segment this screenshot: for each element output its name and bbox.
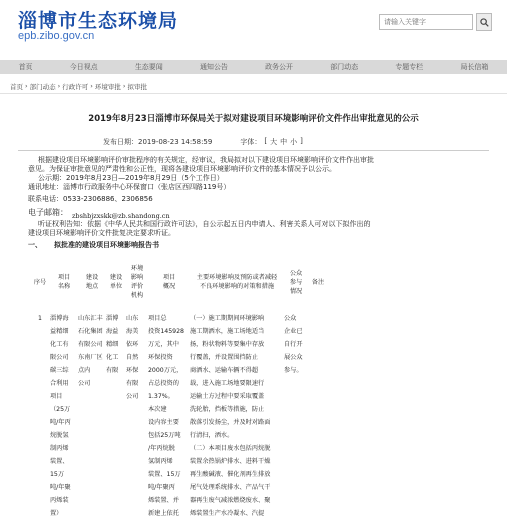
font-size-label: 字体： <box>240 138 262 146</box>
cell-line: 器再生废气减浓燃烧废水、聚 <box>190 497 271 504</box>
cell-line: 有限 <box>106 367 119 374</box>
nav-item[interactable]: 首页 <box>18 63 33 71</box>
divider <box>0 93 507 94</box>
nav-item[interactable]: 通知公告 <box>199 63 228 71</box>
cell-remark <box>308 312 328 520</box>
cell-line: 吨/年聚 <box>50 484 71 491</box>
nav-item[interactable]: 专题专栏 <box>395 63 424 71</box>
cell-line: 公众 <box>284 315 297 322</box>
breadcrumb-item[interactable]: 拟审批 <box>127 83 147 91</box>
font-medium-button[interactable]: 中 <box>280 138 288 146</box>
th-feedback: 公众 参与 情况 <box>289 269 303 295</box>
search-input[interactable] <box>379 14 473 30</box>
cell-line: 2000万元， <box>148 367 183 374</box>
site-header <box>0 0 507 56</box>
cell-line: /年丙烷脱 <box>148 445 175 452</box>
cell-line: 公司 <box>78 380 91 387</box>
cell-line: 限公司 <box>50 354 69 361</box>
cell-overview <box>148 312 190 520</box>
cell-line: 公司 <box>126 393 139 400</box>
cell-line: 散落引发扬尘，并及时对路面 <box>190 419 271 426</box>
cell-line: 吨/年聚丙 <box>148 484 175 491</box>
cell-line: 项目总 <box>148 315 167 322</box>
cell-line: 置） <box>50 510 63 517</box>
cell-line: 益精细 <box>50 328 69 335</box>
cell-line: 东南厂区 <box>78 354 103 361</box>
section-title: 拟批准的建设项目环境影响报告书 <box>54 241 159 249</box>
cell-line: （二）本项目废水包括丙烷脱 <box>190 445 271 452</box>
cell-line: 碳三综 <box>50 367 69 374</box>
cell-line: 参与。 <box>284 367 303 374</box>
cell-line: 设内容主要 <box>148 419 179 426</box>
breadcrumb-separator: › <box>122 82 126 90</box>
cell-line: 烯装置生产水冷凝水、汽提 <box>190 510 265 517</box>
th-no: 序号 <box>33 278 47 286</box>
cell-line: 吨/年丙 <box>50 419 71 426</box>
body-paragraph: 联系电话：0533-2306886、2306856 <box>28 195 153 203</box>
cell-line: 企业已 <box>284 328 303 335</box>
site-url: epb.zibo.gov.cn <box>18 30 95 42</box>
article-meta <box>103 137 303 147</box>
cell-line: 15万 <box>50 471 65 478</box>
cell-line: 海益 <box>106 328 119 335</box>
th-unit: 建设 地点 <box>85 274 99 290</box>
body-paragraph: 通讯地址：淄博市行政服务中心环保窗口（张店区西四路119号） <box>28 183 231 191</box>
cell-line: （25万 <box>50 406 71 413</box>
nav-item[interactable]: 生态要闻 <box>134 63 163 71</box>
font-size-control <box>240 137 302 147</box>
cell-no <box>30 312 50 520</box>
publish-date: 发布日期：2019-08-23 14:58:59 <box>103 138 213 146</box>
cell-line: 洗轮胎，挡板等措施，防止 <box>190 406 265 413</box>
cell-line: 点内 <box>78 367 91 374</box>
cell-line: （一）施工期期间环境影响 <box>190 315 265 322</box>
cell-line: 再生酸碱液、催化剂再生排放 <box>190 471 271 478</box>
th-agency: 环境 影响 评价 机构 <box>130 265 144 299</box>
title-divider <box>18 150 489 151</box>
font-small-button[interactable]: 小 <box>290 138 298 146</box>
cell-line: 行覆盖，并设置围挡防止 <box>190 354 259 361</box>
cell-line: 装置、 <box>50 458 69 465</box>
cell-line: 依环 <box>126 341 139 348</box>
nav-item[interactable]: 局长信箱 <box>460 63 489 71</box>
projects-table-wrap <box>30 252 500 517</box>
breadcrumb <box>10 82 147 91</box>
body-paragraph: 意见。为保证审批意见的严肃性和公正性，现将各建设项目环境影响评价文件的基本情况予以公示。 <box>28 165 336 173</box>
cell-line: 海美 <box>126 328 139 335</box>
search-icon <box>480 18 489 27</box>
cell-line: 投资145928 <box>148 328 184 335</box>
cell-line: 环保 <box>126 367 139 374</box>
breadcrumb-separator: › <box>90 82 93 90</box>
cell-line: 石化集团 <box>78 328 103 335</box>
bracket-open: [ <box>264 137 268 145</box>
cell-line: 山东汇丰 <box>78 315 103 322</box>
th-name: 项目 名称 <box>57 274 71 290</box>
cell-line: 自然 <box>126 354 139 361</box>
breadcrumb-item[interactable]: 行政许可 <box>62 83 89 91</box>
cell-line: 合利用 <box>50 380 69 387</box>
th-measures: 主要环境影响及预防或者减轻 不良环境影响的对策和措施 <box>196 274 278 290</box>
body-paragraph: 建设项目环境影响评价文件批复决定要求听证。 <box>28 229 175 237</box>
cell-line: 烯装置、并 <box>148 497 179 504</box>
cell-line: 环保投资 <box>148 354 173 361</box>
nav-item[interactable]: 政务公开 <box>265 63 294 71</box>
cell-line: 运输土方过程中要采取覆盖 <box>190 393 265 400</box>
th-remark: 备注 <box>311 278 325 286</box>
site-title[interactable]: 淄博市生态环境局 <box>18 10 179 32</box>
table-header-row <box>30 252 328 312</box>
main-nav <box>0 60 507 74</box>
email-link[interactable]: zbshbjzxskk@zb.shandong.cn <box>72 212 170 220</box>
cell-line: 氢制丙烯 <box>148 458 173 465</box>
cell-line: 烷脱氢 <box>50 432 69 439</box>
cell-line: 自行开 <box>284 341 303 348</box>
nav-item[interactable]: 今日视点 <box>69 63 98 71</box>
cell-line: 山东 <box>126 315 139 322</box>
cell-line: 1 <box>38 315 42 322</box>
breadcrumb-item[interactable]: 首页 <box>10 83 23 91</box>
th-overview: 项目 概况 <box>162 274 176 290</box>
bracket-close: ] <box>300 137 303 145</box>
cell-unit <box>78 312 106 520</box>
cell-agency <box>126 312 148 520</box>
cell-line: 载，进入施工场地要限速行 <box>190 380 265 387</box>
cell-line: 行清扫，洒水。 <box>190 432 234 439</box>
nav-item[interactable]: 部门动态 <box>330 63 359 71</box>
cell-line: 装置、15万 <box>148 471 181 478</box>
cell-line: 尾气处理系统排水、产品气干 <box>190 484 271 491</box>
cell-line: 化工有 <box>50 341 69 348</box>
projects-table <box>30 252 328 520</box>
breadcrumb-item[interactable]: 部门动态 <box>29 83 56 91</box>
cell-name <box>50 312 78 520</box>
breadcrumb-item[interactable]: 环境审批 <box>94 83 121 91</box>
cell-line: 有限公司 <box>78 341 103 348</box>
cell-line: 化工 <box>106 354 119 361</box>
cell-line: 包括25万吨 <box>148 432 181 439</box>
cell-line: 万元，其中 <box>148 341 179 348</box>
th-loc: 建设 单位 <box>109 274 123 290</box>
search-button[interactable] <box>476 13 492 31</box>
cell-line: 1.37%。 <box>148 393 174 400</box>
section-number: 一、 <box>28 241 42 249</box>
cell-loc <box>106 312 126 520</box>
cell-line: 装置余热锅炉排水、进料干燥 <box>190 458 271 465</box>
body-paragraph: 听证权利告知：依据《中华人民共和国行政许可法》，自公示起五日内申请人、利害关系人可对以下拟作出的 <box>38 220 371 228</box>
breadcrumb-separator: › <box>25 82 28 90</box>
cell-line: 占总投资的 <box>148 380 179 387</box>
cell-line: 制丙烯 <box>50 445 69 452</box>
table-row <box>30 312 328 520</box>
cell-line: 有限 <box>126 380 139 387</box>
body-paragraph: 电子邮箱： <box>28 208 68 217</box>
cell-measures <box>190 312 284 520</box>
article-title: 2019年8月23日淄博市环保局关于拟对建设项目环境影响评价文件作出审批意见的公示 <box>88 114 419 124</box>
cell-line: 本次建 <box>148 406 167 413</box>
cell-line: 施工期洒水，施工场地适当 <box>190 328 265 335</box>
cell-line: 新建上依托 <box>148 510 179 517</box>
cell-line: 展公众 <box>284 354 303 361</box>
breadcrumb-separator: › <box>57 82 61 90</box>
cell-feedback <box>284 312 308 520</box>
body-paragraph: 公示期：2019年8月23日—2019年8月29日（5个工作日） <box>38 174 224 182</box>
cell-line: 淄博海 <box>50 315 69 322</box>
body-paragraph: 根据建设项目环境影响评价审批程序的有关规定，经审议，我局拟对以下建设项目环境影响评价文件作出审批 <box>38 156 374 164</box>
cell-line: 扬，粉状物料等要集中存放 <box>190 341 265 348</box>
cell-line: 丙烯装 <box>50 497 69 504</box>
section-heading <box>28 240 159 250</box>
cell-line: 精细 <box>106 341 119 348</box>
font-large-button[interactable]: 大 <box>270 138 278 146</box>
cell-line: 项目 <box>50 393 63 400</box>
cell-line: 淄博 <box>106 315 119 322</box>
cell-line: 商洒水、运输车辆不得超 <box>190 367 259 374</box>
